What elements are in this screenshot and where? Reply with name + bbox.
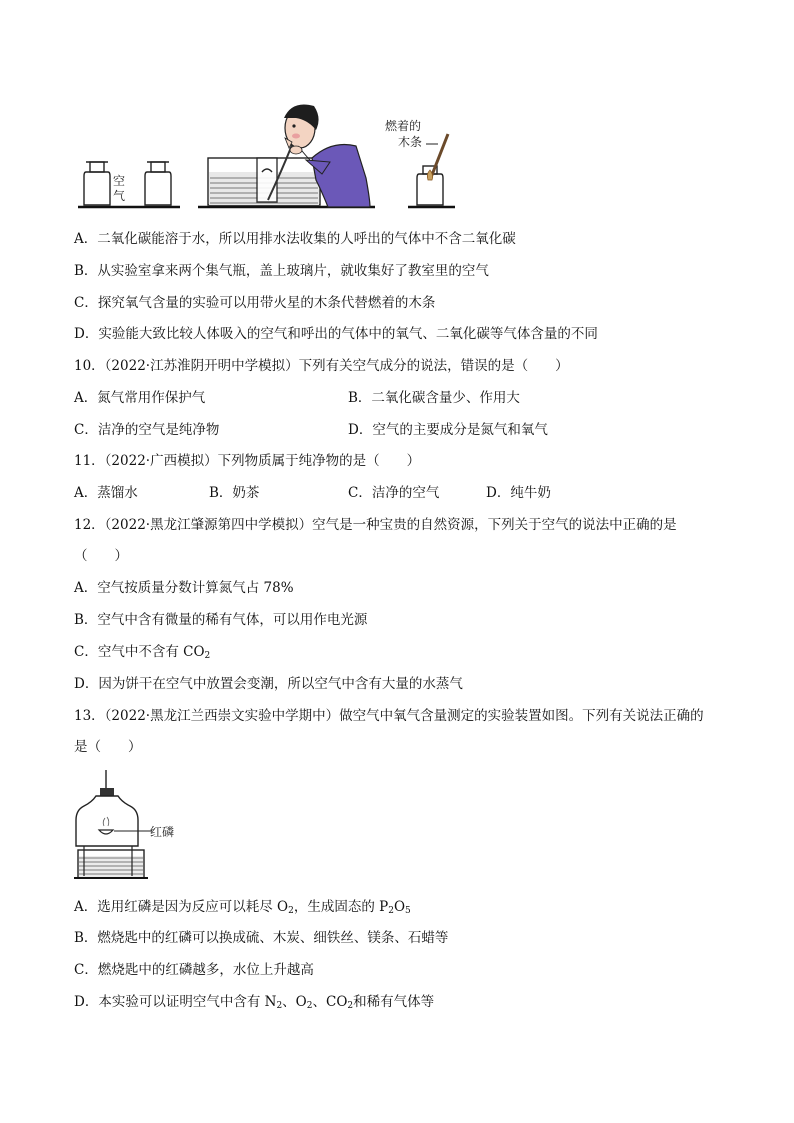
label-air-2: 气 — [113, 189, 126, 203]
q9-option-b: B．从实验室拿来两个集气瓶，盖上玻璃片，就收集好了教室里的空气 — [74, 263, 489, 279]
label-burning-stick-1: 燃着的 — [385, 119, 422, 133]
gas-bottle-right — [145, 162, 171, 205]
q12-stem-line-1: 12．（2022·黑龙江肇源第四中学模拟）空气是一种宝贵的自然资源，下列关于空气的说法中正确的是 — [74, 517, 677, 533]
q13-option-a — [74, 897, 411, 917]
q9-option-c: C．探究氧气含量的实验可以用带火星的木条代替燃着的木条 — [74, 295, 436, 311]
q13-option-a-sub-3: 5 — [405, 906, 411, 916]
q13-option-a-text-1: A．选用红磷是因为反应可以耗尽 O — [74, 899, 289, 915]
q12-option-d: D．因为饼干在空气中放置会变潮，所以空气中含有大量的水蒸气 — [74, 676, 463, 692]
q10-option-b: B．二氧化碳含量少、作用大 — [348, 390, 520, 406]
q10-option-c: C．洁净的空气是纯净物 — [74, 422, 220, 438]
q12-stem-line-2: （ ） — [74, 548, 128, 564]
q13-option-a-text-3: O — [393, 899, 406, 915]
q11-stem: 11．（2022·广西模拟）下列物质属于纯净物的是（ ） — [74, 453, 421, 469]
q13-option-d-text-4: 和稀有气体等 — [353, 994, 435, 1010]
q13-option-b: B．燃烧匙中的红磷可以换成硫、木炭、细铁丝、镁条、石蜡等 — [74, 930, 449, 946]
q13-option-a-sub-2: 2 — [388, 906, 394, 916]
q12-option-c-subscript: 2 — [204, 651, 211, 661]
q10-option-a: A．氮气常用作保护气 — [74, 390, 206, 406]
experiment-figure-1 — [70, 100, 470, 215]
q10-option-d: D．空气的主要成分是氮气和氧气 — [348, 422, 548, 438]
q13-option-d-text-3: 、CO — [312, 994, 348, 1010]
q13-stem-line-1: 13．（2022·黑龙江兰西崇文实验中学期中）做空气中氧气含量测定的实验装置如图。下列有关说法正确的 — [74, 708, 704, 724]
q11-option-d: D．纯牛奶 — [486, 485, 551, 501]
water-trough — [208, 145, 320, 205]
q13-option-a-sub-1: 2 — [288, 906, 294, 916]
label-burning-stick-2: 木条 — [398, 135, 423, 149]
q13-option-d-text-1: D．本实验可以证明空气中含有 N — [74, 994, 277, 1010]
q12-option-c-text: C．空气中不含有 CO — [74, 644, 205, 660]
q11-option-a: A．蒸馏水 — [74, 485, 138, 501]
q11-option-b: B．奶茶 — [209, 485, 260, 501]
q9-option-d: D．实验能大致比较人体吸入的空气和呼出的气体中的氧气、二氧化碳等气体含量的不同 — [74, 326, 598, 342]
q13-stem-line-2: 是（ ） — [74, 739, 142, 755]
label-air-1: 空 — [113, 174, 126, 188]
q12-option-b: B．空气中含有微量的稀有气体，可以用作电光源 — [74, 612, 368, 628]
q13-option-d — [74, 992, 434, 1012]
q13-option-d-sub-2: 2 — [306, 1001, 313, 1011]
q12-option-a: A．空气按质量分数计算氮气占 78% — [74, 580, 294, 596]
label-red-phosphorus: 红磷 — [150, 825, 175, 839]
q12-option-c — [74, 642, 210, 662]
q13-option-d-sub-1: 2 — [276, 1001, 283, 1011]
q9-option-a: A．二氧化碳能溶于水，所以用排水法收集的人呼出的气体中不含二氧化碳 — [74, 231, 516, 247]
q13-option-a-text-2: ，生成固态的 P — [293, 899, 389, 915]
q13-option-d-text-2: 、O — [282, 994, 307, 1010]
q13-option-d-sub-3: 2 — [347, 1001, 354, 1011]
q13-option-c: C．燃烧匙中的红磷越多，水位上升越高 — [74, 962, 314, 978]
q10-stem: 10．（2022·江苏淮阴开明中学模拟）下列有关空气成分的说法，错误的是（ ） — [74, 358, 569, 374]
q11-option-c: C．洁净的空气 — [348, 485, 440, 501]
gas-bottle-left — [84, 162, 110, 205]
